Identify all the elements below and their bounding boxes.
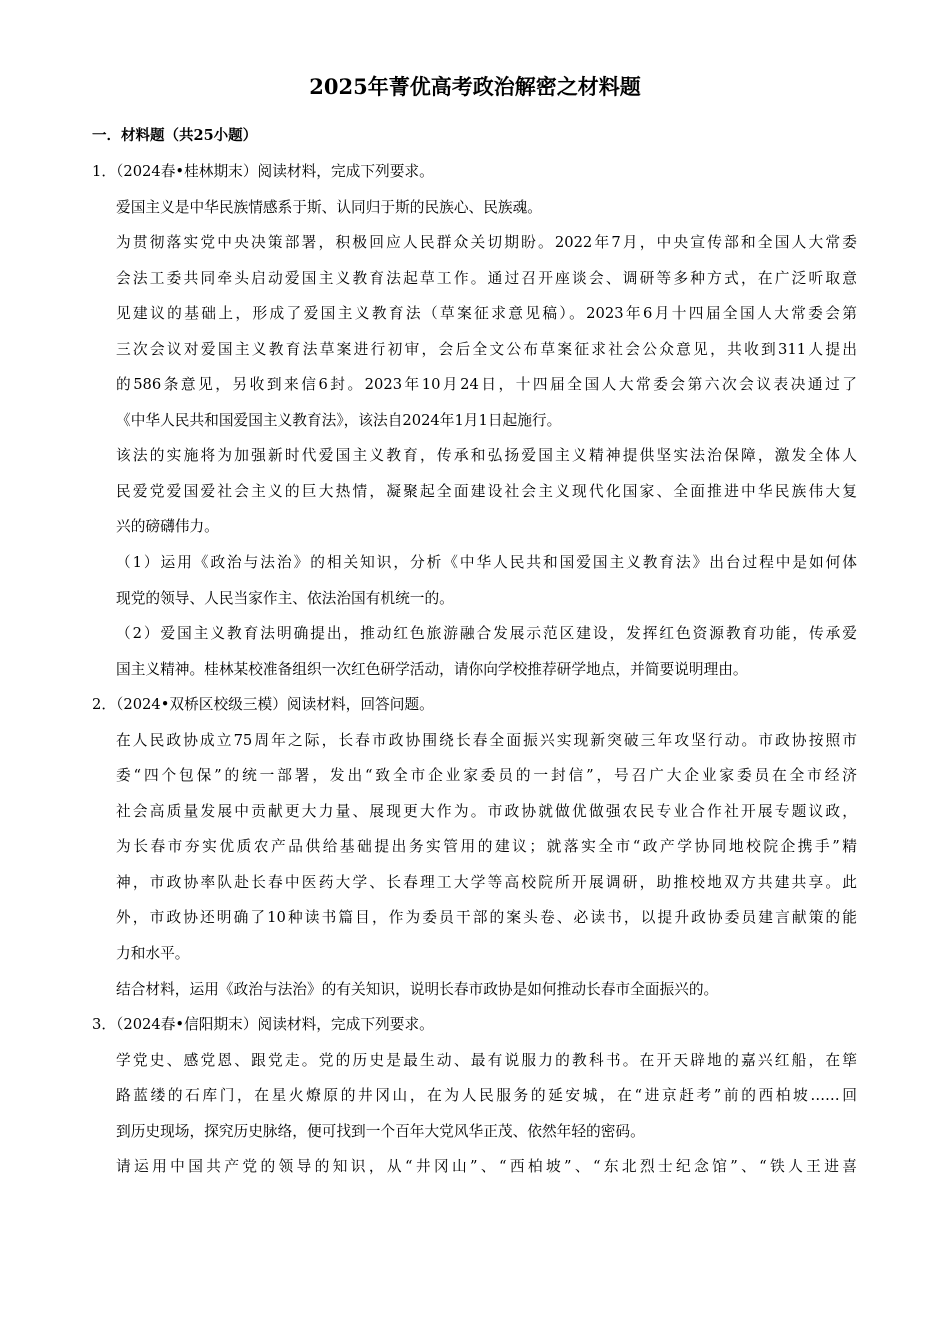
question-2-line: 在人民政协成立75周年之际，长春市政协围绕长春全面振兴实现新突破三年攻坚行动。市政协按照市 (116, 732, 857, 749)
question-1-line: 国主义精神。桂林某校准备组织一次红色研学活动，请你向学校推荐研学地点，并简要说明理由。 (116, 661, 748, 678)
question-1-line: 三次会议对爱国主义教育法草案进行初审，会后全文公布草案征求社会公众意见，共收到311人提出 (116, 341, 857, 358)
question-1-line: 该法的实施将为加强新时代爱国主义教育，传承和弘扬爱国主义精神提供坚实法治保障，激发全体人 (116, 447, 857, 464)
question-2-line: 外，市政协还明确了10种读书篇目，作为委员干部的案头卷、必读书，以提升政协委员建言献策的能 (116, 909, 857, 926)
question-2-header: 2．（2024•双桥区校级三模）阅读材料，回答问题。 (92, 696, 434, 713)
question-1-line: 的586条意见，另收到来信6封。2023年10月24日，十四届全国人大常委会第六次会议表决通过了 (116, 376, 857, 393)
question-3-header: 3．（2024春•信阳期末）阅读材料，完成下列要求。 (92, 1016, 434, 1033)
question-1-line: 为贯彻落实党中央决策部署，积极回应人民群众关切期盼。2022年7月，中央宣传部和全国人大常委 (116, 234, 857, 251)
question-1-line: 见建议的基础上，形成了爱国主义教育法（草案征求意见稿）。2023年6月十四届全国人大常委会第 (116, 305, 857, 322)
question-1-line: 会法工委共同牵头启动爱国主义教育法起草工作。通过召开座谈会、调研等多种方式，在广泛听取意 (116, 270, 857, 287)
question-3-line: 路蓝缕的石库门，在星火燎原的井冈山，在为人民服务的延安城，在“进京赶考”前的西柏坡……回 (116, 1087, 857, 1104)
question-3-line: 学党史、感党恩、跟党走。党的历史是最生动、最有说服力的教科书。在开天辟地的嘉兴红船，在筚 (116, 1052, 857, 1069)
question-2-line: 神，市政协率队赴长春中医药大学、长春理工大学等高校院所开展调研，助推校地双方共建共享。此 (116, 874, 857, 891)
question-1-line: 《中华人民共和国爱国主义教育法》，该法自2024年1月1日起施行。 (116, 412, 562, 429)
question-1-subquestion-2: （2）爱国主义教育法明确提出，推动红色旅游融合发展示范区建设，发挥红色资源教育功能，传承爱 (116, 625, 857, 642)
question-1-line: 兴的磅礴伟力。 (116, 518, 219, 535)
question-3-line: 到历史现场，探究历史脉络，便可找到一个百年大党风华正茂、依然年轻的密码。 (116, 1123, 645, 1140)
question-1-header: 1．（2024春•桂林期末）阅读材料，完成下列要求。 (92, 163, 434, 180)
question-1-line: 爱国主义是中华民族情感系于斯、认同归于斯的民族心、民族魂。 (116, 199, 542, 216)
question-1-subquestion-1: （1）运用《政治与法治》的相关知识，分析《中华人民共和国爱国主义教育法》出台过程中是如何体 (116, 554, 857, 571)
question-2-prompt: 结合材料，运用《政治与法治》的有关知识，说明长春市政协是如何推动长春市全面振兴的。 (116, 981, 719, 998)
document-title: 2025年菁优高考政治解密之材料题 (309, 74, 641, 99)
question-2-line: 委“四个包保”的统一部署，发出“致全市企业家委员的一封信”，号召广大企业家委员在全市经济 (116, 767, 857, 784)
question-1-line: 民爱党爱国爱社会主义的巨大热情，凝聚起全面建设社会主义现代化国家、全面推进中华民族伟大复 (116, 483, 857, 500)
question-2-line: 社会高质量发展中贡献更大力量、展现更大作为。市政协就做优做强农民专业合作社开展专题议政， (116, 803, 857, 820)
question-2-line: 为长春市夯实优质农产品供给基础提出务实管用的建议；就落实全市“政产学协同地校院企携手”精 (116, 838, 857, 855)
section-heading: 一．材料题（共25小题） (92, 127, 258, 144)
question-2-line: 力和水平。 (116, 945, 190, 962)
question-1-line: 现党的领导、人民当家作主、依法治国有机统一的。 (116, 590, 454, 607)
question-3-prompt: 请运用中国共产党的领导的知识，从“井冈山”、“西柏坡”、“东北烈士纪念馆”、“铁人王进喜 (116, 1158, 857, 1175)
